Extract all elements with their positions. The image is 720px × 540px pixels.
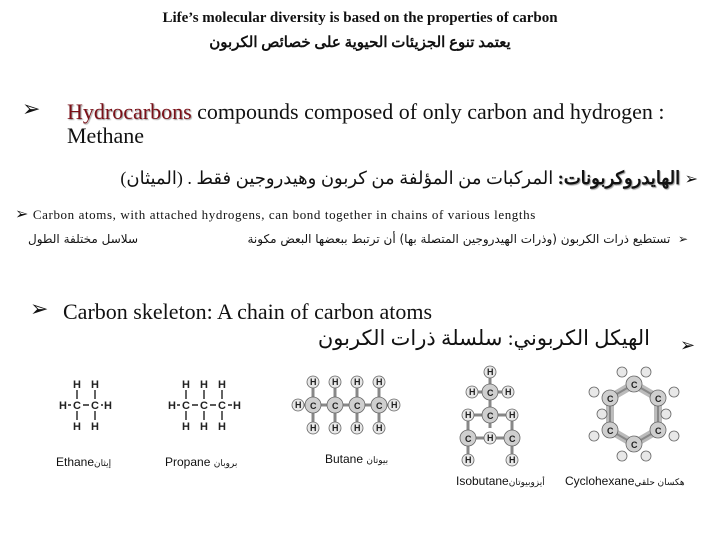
svg-text:H: H: [376, 423, 383, 433]
svg-text:H: H: [310, 377, 317, 387]
hydrocarbons-text-arabic: المركبات من المؤلفة من كربون وهيدروجين فقط . (الميثان): [120, 168, 558, 188]
isobutane-structure: [460, 366, 520, 466]
svg-text:C: C: [607, 426, 614, 436]
chains-text-arabic: تستطيع ذرات الكربون (وذرات الهيدروجين المتصلة بها) أن ترتبط ببعضها البعض مكونة: [247, 232, 671, 246]
svg-text:H: H: [465, 410, 472, 420]
hydrogen-atom: H: [91, 421, 99, 433]
svg-text:H: H: [487, 367, 494, 377]
bullet-arrow-icon: ➢: [677, 232, 688, 246]
svg-text:H: H: [487, 433, 494, 443]
svg-text:C: C: [376, 401, 383, 411]
carbon-skeleton-text: Carbon skeleton: A chain of carbon atoms: [63, 299, 433, 324]
svg-text:H: H: [295, 400, 302, 410]
svg-text:H: H: [310, 423, 317, 433]
butane-structure: [292, 376, 400, 434]
isobutane-label: Isobutaneأيزوبيوتان: [456, 474, 545, 488]
bullet-arrow-icon: ➢: [684, 169, 698, 188]
svg-text:C: C: [200, 400, 208, 412]
svg-text:C: C: [607, 394, 614, 404]
carbon-skeleton-text-arabic: الهيكل الكربوني: سلسلة ذرات الكربون: [317, 326, 650, 350]
svg-text:C: C: [509, 434, 516, 444]
hydrocarbons-definition: [67, 100, 687, 148]
propane-label: Propane بروبان: [165, 455, 238, 469]
svg-text:H: H: [505, 387, 512, 397]
svg-text:C: C: [487, 388, 494, 398]
svg-text:H: H: [376, 377, 383, 387]
propane-structure: [167, 378, 242, 433]
svg-text:H: H: [218, 421, 226, 433]
hydrocarbons-term-arabic: الهايدروكربونات:: [557, 168, 681, 188]
svg-text:H: H: [354, 377, 361, 387]
svg-text:H: H: [200, 421, 208, 433]
hydrogen-atom: H: [73, 421, 81, 433]
bullet-arrow-icon: ➢: [22, 97, 41, 122]
svg-text:C: C: [182, 400, 190, 412]
hydrogen-atom: H: [91, 379, 99, 391]
svg-text:H: H: [182, 421, 190, 433]
bullet-arrow-icon: ➢: [30, 297, 49, 322]
molecule-diagrams: [0, 360, 720, 490]
bullet-arrow-icon: ➢: [15, 204, 30, 223]
svg-text:C: C: [631, 440, 638, 450]
hydrogen-atom: H: [59, 400, 67, 412]
svg-text:C: C: [332, 401, 339, 411]
svg-text:C: C: [310, 401, 317, 411]
hydrocarbons-term: Hydrocarbons: [67, 99, 192, 124]
svg-text:H: H: [354, 423, 361, 433]
ethane-structure: [58, 378, 113, 433]
carbon-atom: C: [73, 400, 81, 412]
page-title-arabic: يعتمد تنوع الجزيئات الحيوية على خصائص الكربون: [209, 35, 511, 51]
svg-text:H: H: [233, 400, 241, 412]
ethane-label: Ethaneإيثان: [56, 455, 112, 469]
cyclohexane-structure: [589, 367, 679, 461]
page-title: Life’s molecular diversity is based on the properties of carbon: [162, 10, 558, 26]
butane-label: Butane بيوتان: [325, 452, 389, 466]
svg-text:C: C: [655, 426, 662, 436]
carbon-atom: C: [91, 400, 99, 412]
svg-text:C: C: [465, 434, 472, 444]
svg-text:C: C: [655, 394, 662, 404]
svg-text:H: H: [465, 455, 472, 465]
svg-text:H: H: [218, 379, 226, 391]
svg-text:C: C: [487, 411, 494, 421]
hydrocarbons-definition-arabic: [40, 168, 698, 189]
svg-text:C: C: [631, 380, 638, 390]
svg-text:H: H: [332, 423, 339, 433]
chains-bullet: [15, 204, 705, 223]
svg-text:H: H: [332, 377, 339, 387]
svg-text:C: C: [354, 401, 361, 411]
hydrogen-atom: H: [104, 400, 112, 412]
hydrocarbons-text: compounds composed of only carbon and hydrogen : Methane: [67, 99, 665, 148]
svg-text:H: H: [469, 387, 476, 397]
svg-text:H: H: [509, 455, 516, 465]
chains-text-arabic-end: سلاسل مختلفة الطول: [28, 232, 139, 246]
chains-text: Carbon atoms, with attached hydrogens, can bond together in chains of various lengths: [32, 207, 536, 222]
svg-text:H: H: [168, 400, 176, 412]
svg-text:H: H: [200, 379, 208, 391]
hydrogen-atom: H: [73, 379, 81, 391]
svg-text:H: H: [182, 379, 190, 391]
svg-text:C: C: [218, 400, 226, 412]
svg-text:H: H: [509, 410, 516, 420]
cyclohexane-label: Cyclohexaneهكسان حلقي: [565, 474, 685, 488]
svg-text:H: H: [391, 400, 398, 410]
bullet-arrow-icon: ➢: [680, 335, 696, 356]
